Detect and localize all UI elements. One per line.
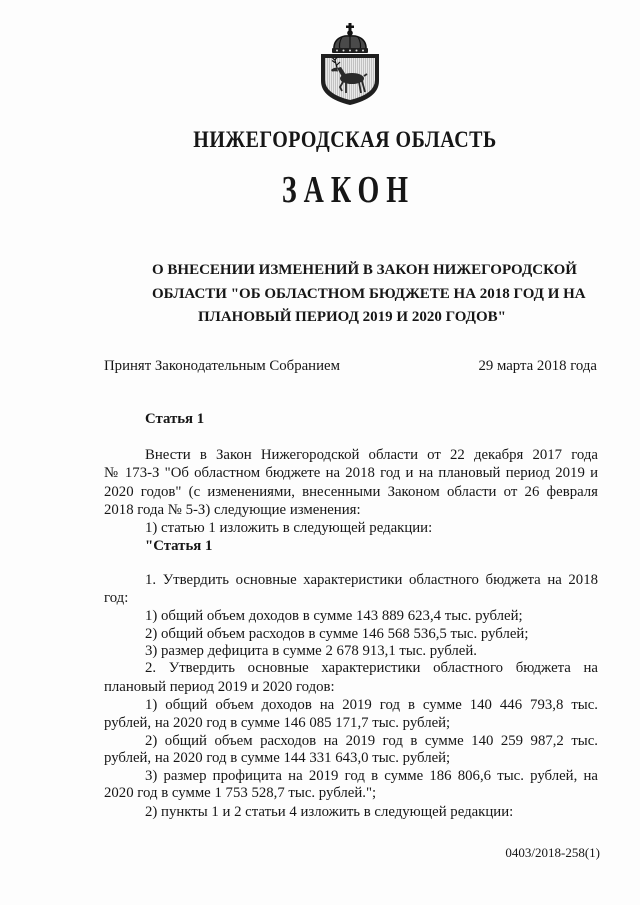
article-text-line: 2020 год в сумме 1 753 528,7 тыс. рублей.";	[104, 785, 377, 801]
adoption-date: 29 марта 2018 года	[478, 358, 597, 374]
article-text-line: 2) пункты 1 и 2 статьи 4 изложить в следующей редакции:	[145, 804, 514, 820]
article-text-line: 2018 года № 5-З) следующие изменения:	[104, 502, 361, 518]
article-text-line: Внести в Закон Нижегородской области от 22 декабря 2017 года	[145, 447, 598, 463]
article-text-line: 1) общий объем доходов в сумме 143 889 623,4 тыс. рублей;	[145, 608, 523, 624]
article-text-line: 2) общий объем расходов на 2019 год в сумме 140 259 987,2 тыс.	[145, 733, 598, 749]
law-title-line: О ВНЕСЕНИИ ИЗМЕНЕНИЙ В ЗАКОН НИЖЕГОРОДСКОЙ	[152, 262, 577, 278]
article-text-line: 1. Утвердить основные характеристики областного бюджета на 2018	[145, 572, 598, 588]
adoption-statement: Принят Законодательным Собранием	[104, 358, 340, 374]
region-name: НИЖЕГОРОДСКАЯ ОБЛАСТЬ	[193, 127, 497, 153]
article-text-line: 1) статью 1 изложить в следующей редакции:	[145, 520, 433, 536]
article-text-line: рублей, на 2020 год в сумме 144 331 643,0 тыс. рублей;	[104, 750, 451, 766]
crown	[332, 23, 368, 53]
article-text-line: год:	[104, 590, 129, 606]
law-title-line: ПЛАНОВЫЙ ПЕРИОД 2019 И 2020 ГОДОВ"	[198, 309, 506, 325]
article-text-line: 2020 годов" (с изменениями, внесенными Законом области от 26 февраля	[104, 484, 598, 500]
article-text-line: 1) общий объем доходов на 2019 год в сумме 140 446 793,8 тыс.	[145, 697, 598, 713]
document-code: 0403/2018-258(1)	[505, 845, 600, 860]
quoted-article-heading: "Статья 1	[145, 538, 213, 554]
article-text-line: плановый период 2019 и 2020 годов:	[104, 679, 335, 695]
law-title-line: ОБЛАСТИ "ОБ ОБЛАСТНОМ БЮДЖЕТЕ НА 2018 ГОД И НА	[152, 286, 586, 302]
article-text-line: № 173-З "Об областном бюджете на 2018 год и на плановый период 2019 и	[104, 465, 598, 481]
article-heading: Статья 1	[145, 411, 205, 427]
article-text-line: 3) размер дефицита в сумме 2 678 913,1 тыс. рублей.	[145, 643, 477, 659]
article-text-line: 2. Утвердить основные характеристики областного бюджета на	[145, 660, 598, 676]
article-text-line: 3) размер профицита на 2019 год в сумме 186 806,6 тыс. рублей, на	[145, 768, 598, 784]
coat-of-arms-icon	[315, 23, 385, 107]
document-type: ЗАКОН	[281, 169, 416, 212]
article-text-line: рублей, на 2020 год в сумме 146 085 171,7 тыс. рублей;	[104, 715, 451, 731]
article-text-line: 2) общий объем расходов в сумме 146 568 536,5 тыс. рублей;	[145, 626, 529, 642]
